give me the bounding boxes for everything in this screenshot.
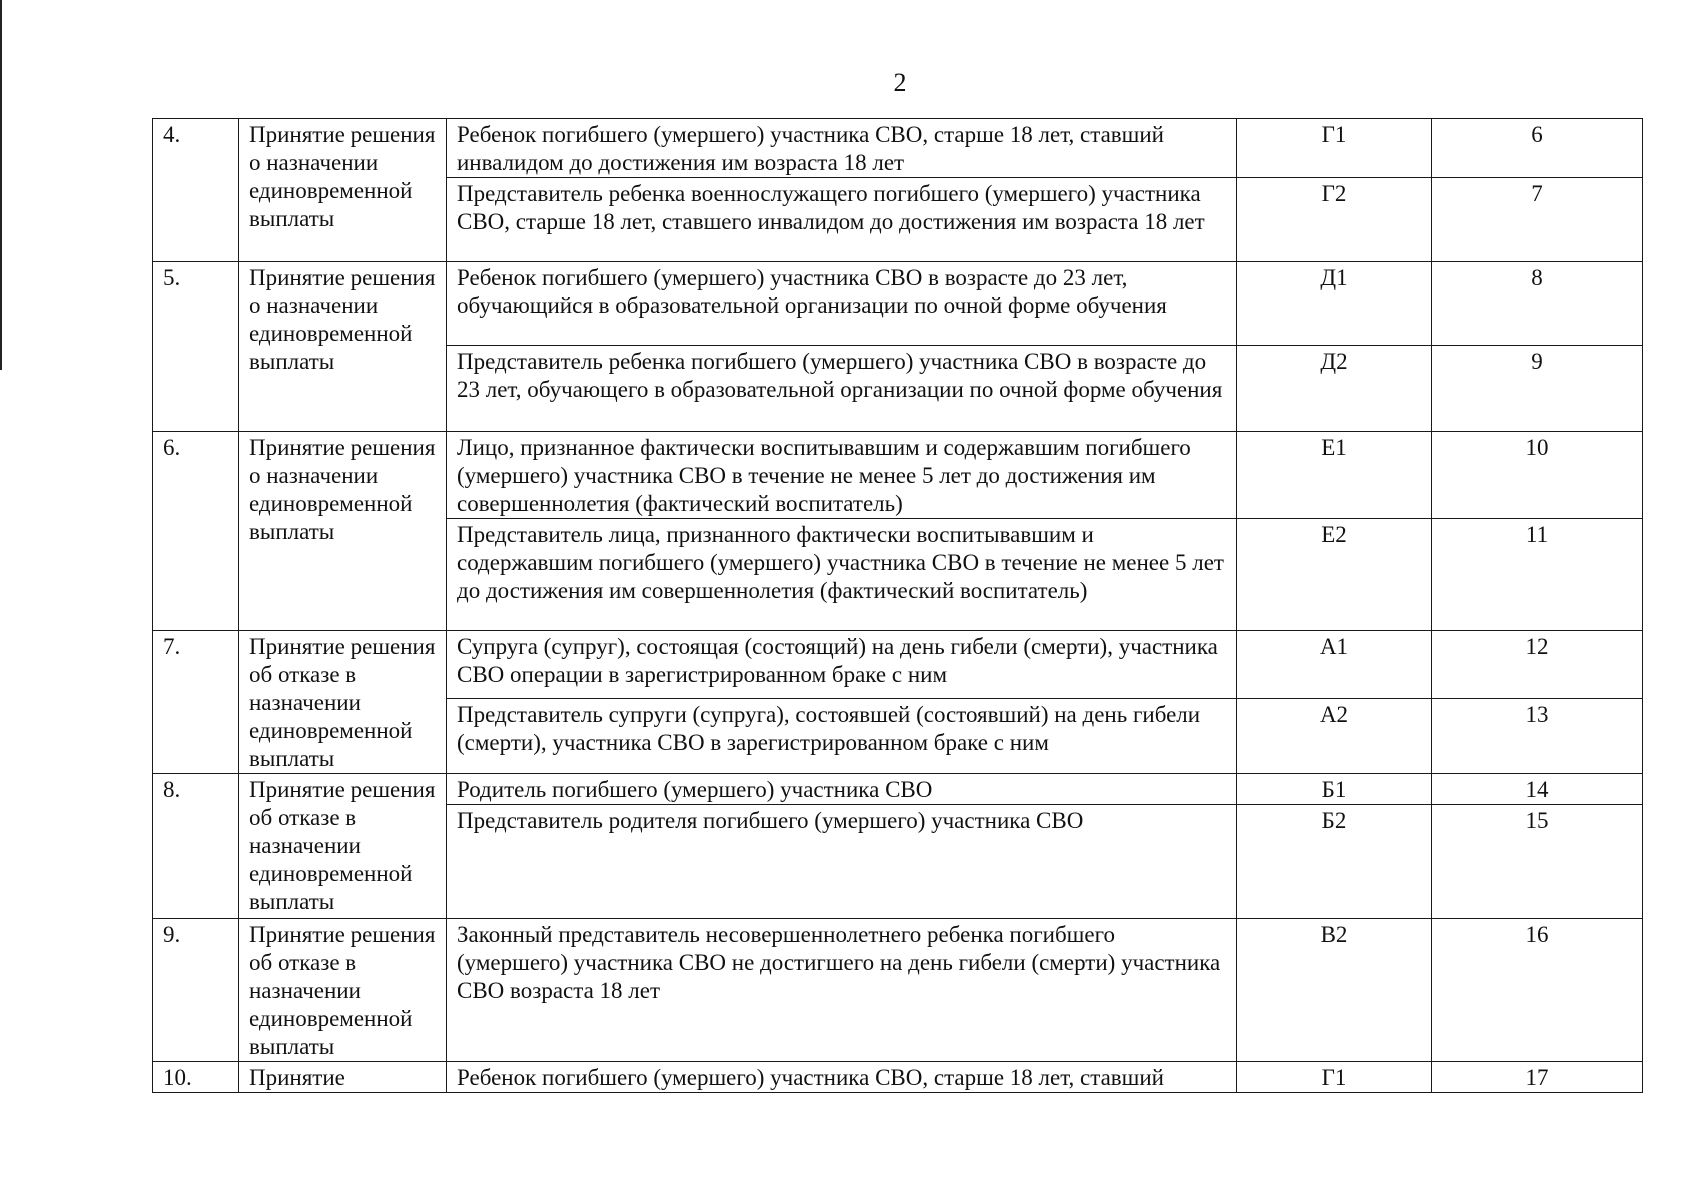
table-row bbox=[153, 1062, 1643, 1093]
page-cell: 15 bbox=[1432, 805, 1643, 919]
action-cell: Принятие решения об отказе в назначении единовременной выплаты bbox=[239, 774, 447, 919]
code-cell: В2 bbox=[1237, 919, 1432, 1062]
code-cell: Б1 bbox=[1237, 774, 1432, 805]
row-number: 7. bbox=[153, 631, 239, 774]
recipient-cell: Ребенок погибшего (умершего) участника СВО в возрасте до 23 лет, обучающийся в образовательной организации по очной форме обучения bbox=[447, 262, 1237, 346]
row-number: 6. bbox=[153, 432, 239, 631]
table-row bbox=[153, 262, 1643, 346]
row-number: 4. bbox=[153, 119, 239, 262]
scan-edge-line bbox=[0, 0, 2, 370]
page-cell: 6 bbox=[1432, 119, 1643, 178]
row-number: 5. bbox=[153, 262, 239, 432]
page-cell: 14 bbox=[1432, 774, 1643, 805]
recipient-cell: Законный представитель несовершеннолетнего ребенка погибшего (умершего) участника СВО не достигшего на день гибели (смерти) участника СВО возраста 18 лет bbox=[447, 919, 1237, 1062]
recipient-cell: Супруга (супруг), состоящая (состоящий) на день гибели (смерти), участника СВО операции в зарегистрированном браке с ним bbox=[447, 631, 1237, 699]
table-row bbox=[153, 919, 1643, 1062]
recipient-cell: Ребенок погибшего (умершего) участника СВО, старше 18 лет, ставший bbox=[447, 1062, 1237, 1093]
page-cell: 16 bbox=[1432, 919, 1643, 1062]
page-cell: 8 bbox=[1432, 262, 1643, 346]
code-cell: Г1 bbox=[1237, 119, 1432, 178]
action-cell: Принятие bbox=[239, 1062, 447, 1093]
code-cell: Д2 bbox=[1237, 346, 1432, 432]
code-cell: Д1 bbox=[1237, 262, 1432, 346]
page-cell: 9 bbox=[1432, 346, 1643, 432]
code-cell: Е1 bbox=[1237, 432, 1432, 519]
code-cell: А1 bbox=[1237, 631, 1432, 699]
action-cell: Принятие решения об отказе в назначении единовременной выплаты bbox=[239, 631, 447, 774]
recipient-cell: Ребенок погибшего (умершего) участника СВО, старше 18 лет, ставший инвалидом до достижения им возраста 18 лет bbox=[447, 119, 1237, 178]
action-cell: Принятие решения о назначении единовременной выплаты bbox=[239, 432, 447, 631]
page-cell: 7 bbox=[1432, 178, 1643, 262]
page-cell: 11 bbox=[1432, 519, 1643, 631]
code-cell: Е2 bbox=[1237, 519, 1432, 631]
services-table bbox=[152, 118, 1643, 1093]
row-number: 8. bbox=[153, 774, 239, 919]
recipient-cell: Лицо, признанное фактически воспитывавшим и содержавшим погибшего (умершего) участника СВО в течение не менее 5 лет до достижения им совершеннолетия (фактический воспитатель) bbox=[447, 432, 1237, 519]
row-number: 10. bbox=[153, 1062, 239, 1093]
page-cell: 10 bbox=[1432, 432, 1643, 519]
page-cell: 12 bbox=[1432, 631, 1643, 699]
code-cell: Б2 bbox=[1237, 805, 1432, 919]
table-row bbox=[153, 631, 1643, 699]
action-cell: Принятие решения о назначении единовременной выплаты bbox=[239, 262, 447, 432]
code-cell: А2 bbox=[1237, 699, 1432, 774]
code-cell: Г1 bbox=[1237, 1062, 1432, 1093]
recipient-cell: Представитель лица, признанного фактически воспитывавшим и содержавшим погибшего (умершего) участника СВО в течение не менее 5 лет до достижения им совершеннолетия (фактический воспитатель) bbox=[447, 519, 1237, 631]
action-cell: Принятие решения об отказе в назначении единовременной выплаты bbox=[239, 919, 447, 1062]
table-row bbox=[153, 774, 1643, 805]
recipient-cell: Представитель ребенка погибшего (умершего) участника СВО в возрасте до 23 лет, обучающего в образовательной организации по очной форме обучения bbox=[447, 346, 1237, 432]
recipient-cell: Представитель родителя погибшего (умершего) участника СВО bbox=[447, 805, 1237, 919]
row-number: 9. bbox=[153, 919, 239, 1062]
action-cell: Принятие решения о назначении единовременной выплаты bbox=[239, 119, 447, 262]
table-row bbox=[153, 119, 1643, 178]
table-row bbox=[153, 432, 1643, 519]
page-cell: 13 bbox=[1432, 699, 1643, 774]
page-cell: 17 bbox=[1432, 1062, 1643, 1093]
recipient-cell: Представитель ребенка военнослужащего погибшего (умершего) участника СВО, старше 18 лет, ставшего инвалидом до достижения им возраста 18 лет bbox=[447, 178, 1237, 262]
recipient-cell: Родитель погибшего (умершего) участника СВО bbox=[447, 774, 1237, 805]
recipient-cell: Представитель супруги (супруга), состоявшей (состоявший) на день гибели (смерти), участника СВО в зарегистрированном браке с ним bbox=[447, 699, 1237, 774]
page-number: 2 bbox=[893, 68, 907, 97]
code-cell: Г2 bbox=[1237, 178, 1432, 262]
